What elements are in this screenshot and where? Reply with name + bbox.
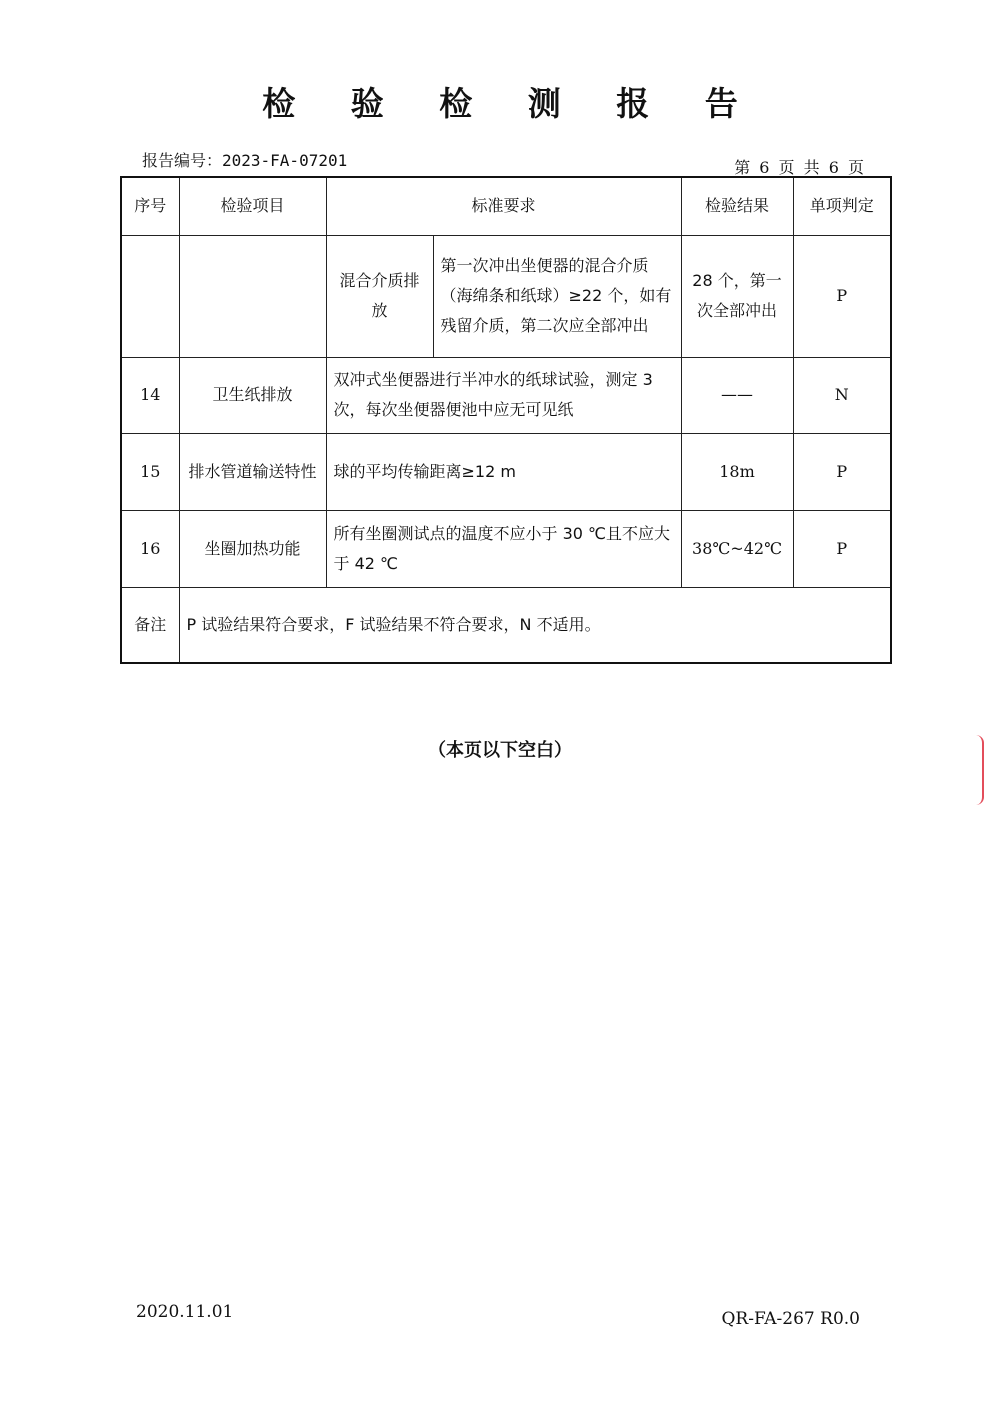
row-item: 坐圈加热功能 xyxy=(179,510,326,587)
row-seq: 16 xyxy=(121,510,179,587)
table-row xyxy=(121,433,891,510)
row-standard: 球的平均传输距离≥12 m xyxy=(326,433,681,510)
row-judgment: P xyxy=(793,433,891,510)
row-seq xyxy=(121,235,179,357)
table-header-row xyxy=(121,177,891,235)
report-title: 检 验 检 测 报 告 xyxy=(262,84,760,123)
row-seq: 15 xyxy=(121,433,179,510)
row-result: —— xyxy=(681,357,793,433)
row-item xyxy=(179,235,326,357)
page-indicator: 第 6 页 共 6 页 xyxy=(734,158,866,177)
table-row xyxy=(121,357,891,433)
table-row xyxy=(121,510,891,587)
table-row xyxy=(121,235,891,357)
row-item: 卫生纸排放 xyxy=(179,357,326,433)
row-judgment: P xyxy=(793,235,891,357)
row-judgment: N xyxy=(793,357,891,433)
header-item: 检验项目 xyxy=(179,177,326,235)
row-judgment: P xyxy=(793,510,891,587)
row-result: 18m xyxy=(681,433,793,510)
row-standard: 所有坐圈测试点的温度不应小于 30 ℃且不应大于 42 ℃ xyxy=(326,510,681,587)
header-seq: 序号 xyxy=(121,177,179,235)
header-judgment: 单项判定 xyxy=(793,177,891,235)
seal-edge-mark xyxy=(976,735,984,805)
row-standard: 双冲式坐便器进行半冲水的纸球试验，测定 3 次，每次坐便器便池中应无可见纸 xyxy=(326,357,681,433)
remark-row xyxy=(121,587,891,663)
row-item: 排水管道输送特性 xyxy=(179,433,326,510)
report-number: 报告编号：2023-FA-07201 xyxy=(142,151,348,170)
footer-date: 2020.11.01 xyxy=(136,1302,234,1322)
inspection-table xyxy=(120,176,892,664)
row-seq: 14 xyxy=(121,357,179,433)
row-standard: 第一次冲出坐便器的混合介质（海绵条和纸球）≥22 个，如有残留介质，第二次应全部冲出 xyxy=(433,235,681,357)
blank-notice: （本页以下空白） xyxy=(428,740,572,761)
row-result: 38℃~42℃ xyxy=(681,510,793,587)
remark-text: P 试验结果符合要求，F 试验结果不符合要求，N 不适用。 xyxy=(179,587,891,663)
footer-form-code: QR-FA-267 R0.0 xyxy=(721,1309,860,1329)
row-subitem: 混合介质排放 xyxy=(326,235,433,357)
header-result: 检验结果 xyxy=(681,177,793,235)
remark-label: 备注 xyxy=(121,587,179,663)
row-result: 28 个，第一次全部冲出 xyxy=(681,235,793,357)
header-standard: 标准要求 xyxy=(326,177,681,235)
